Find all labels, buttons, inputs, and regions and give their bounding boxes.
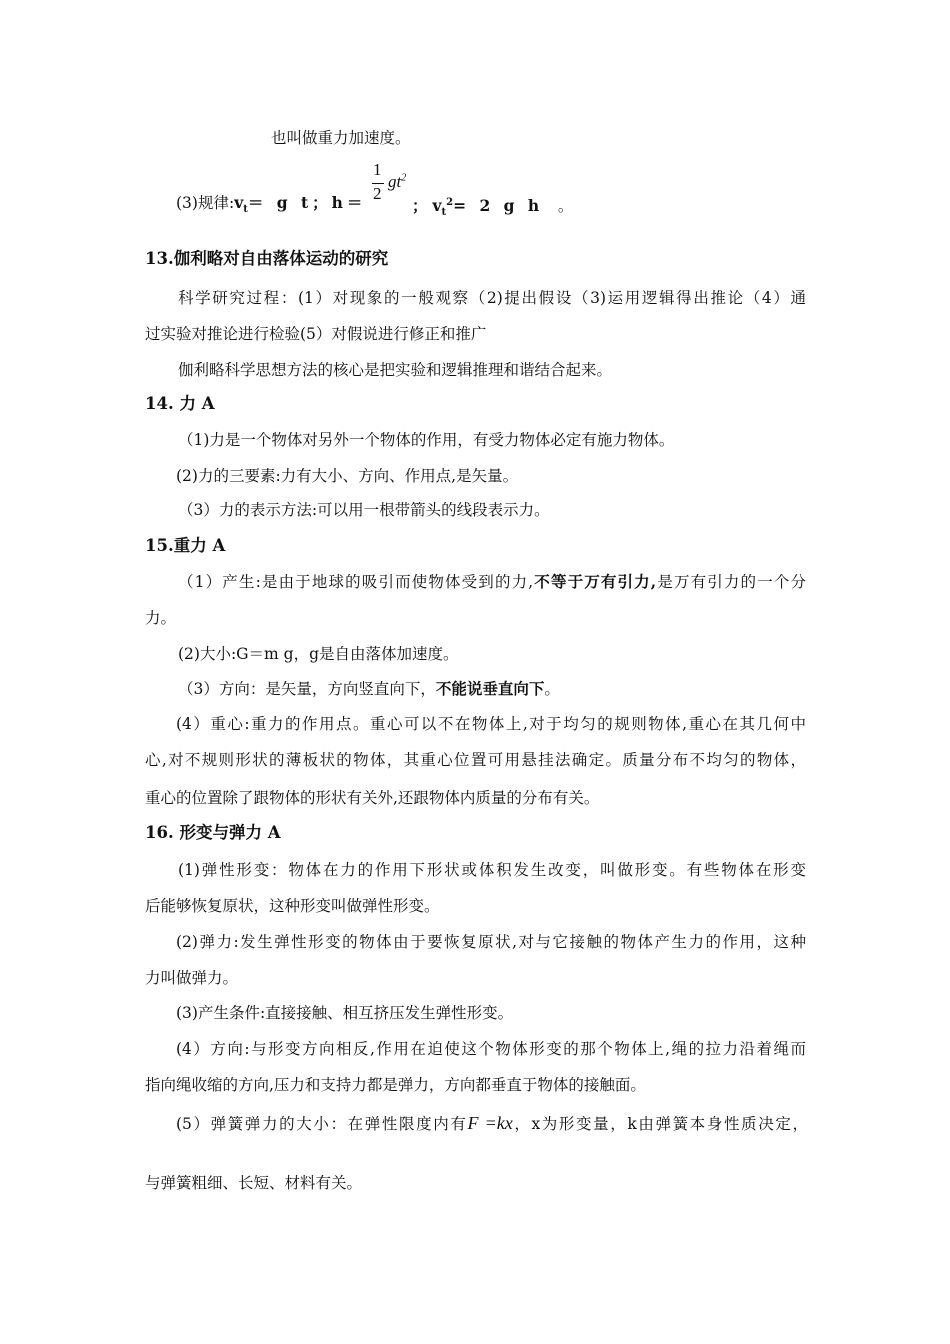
s15-item-2: (2)大小:G＝m g，g是自由落体加速度。 (178, 645, 459, 663)
fraction-gt: $gt^2$ (388, 172, 407, 191)
s16-item-1-line-2: 后能够恢复原状，这种形变叫做弹性形变。 (145, 897, 440, 915)
section-16-heading: 16. 形变与弹力 A (145, 823, 281, 842)
s15-item-4-line-1: (4）重心:重力的作用点。重心可以不在物体上,对于均匀的规则物体,重心在其几何中 (176, 715, 806, 733)
hooke-law-formula: F =kx (467, 1113, 513, 1133)
emphasis-not-universal-gravitation: 不等于万有引力, (533, 572, 657, 591)
law-prefix: (3)规律: (176, 194, 235, 212)
s15-item-1-line-2: 力。 (145, 609, 177, 627)
section-15-heading: 15.重力 A (145, 536, 226, 555)
fraction-denominator: 2 (373, 184, 382, 203)
vt-symbol: $v_t$ (234, 193, 248, 216)
s14-item-3: （3）力的表示方法:可以用一根带箭头的线段表示力。 (178, 501, 550, 519)
section-13-heading: 13.伽利略对自由落体运动的研究 (145, 249, 389, 268)
s15-item-3: （3）方向：是矢量，方向竖直向下，不能说垂直向下。 (178, 679, 560, 698)
s13-core-idea: 伽利略科学思想方法的核心是把实验和逻辑推理和谐结合起来。 (178, 361, 613, 379)
s15-item-1-line-1: （1）产生:是由于地球的吸引而使物体受到的力,不等于万有引力,是万有引力的一个分 (178, 572, 806, 591)
s14-item-2: (2)力的三要素:力有大小、方向、作用点,是矢量。 (176, 467, 519, 485)
s16-item-4-line-1: (4）方向:与形变方向相反,作用在迫使这个物体形变的那个物体上,绳的拉力沿着绳而 (176, 1040, 806, 1058)
vt-squared-formula: ； $v_t^2= 2$ g h 。 (412, 196, 574, 219)
s14-item-1: （1)力是一个物体对另外一个物体的作用，有受力物体必定有施力物体。 (178, 431, 675, 449)
s16-item-3: (3)产生条件:直接接触、相互挤压发生弹性形变。 (176, 1004, 514, 1022)
emphasis-not-perpendicular: 不能说垂直向下 (435, 679, 545, 698)
s16-item-1-line-1: (1)弹性形变：物体在力的作用下形状或体积发生改变，叫做形变。有些物体在形变 (178, 861, 806, 879)
section-14-heading: 14. 力 A (145, 394, 215, 413)
s16-item-5-line-2: 与弹簧粗细、长短、材料有关。 (145, 1174, 363, 1192)
s16-item-2-line-2: 力叫做弹力。 (145, 969, 239, 987)
s13-paragraph-line-1: 科学研究过程：(1）对现象的一般观察（2)提出假设（3)运用逻辑得出推论（4）通 (178, 289, 806, 307)
s16-item-4-line-2: 指向绳收缩的方向,压力和支持力都是弹力，方向都垂直于物体的接触面。 (145, 1076, 646, 1094)
free-fall-law-line (176, 193, 366, 220)
s16-item-2-line-1: (2)弹力:发生弹性形变的物体由于要恢复原状,对与它接触的物体产生力的作用，这种 (176, 933, 806, 951)
s16-item-5-line-1: (5）弹簧弹力的大小：在弹性限度内有F =kx，x为形变量，k由弹簧本身性质决定， (176, 1113, 808, 1133)
gravity-acceleration-line: 也叫做重力加速度。 (271, 129, 411, 147)
fraction-numerator: 1 (373, 160, 382, 179)
vt-gt-formula: ＝ g t；h＝ (247, 193, 367, 212)
s15-item-4-line-2: 心,对不规则形状的薄板状的物体，其重心位置可用悬挂法确定。质量分布不均匀的物体， (145, 751, 806, 769)
s15-item-4-line-3: 重心的位置除了跟物体的形状有关外,还跟物体内质量的分布有关。 (145, 789, 600, 807)
s13-paragraph-line-2: 过实验对推论进行检验(5）对假说进行修正和推广 (145, 325, 487, 343)
